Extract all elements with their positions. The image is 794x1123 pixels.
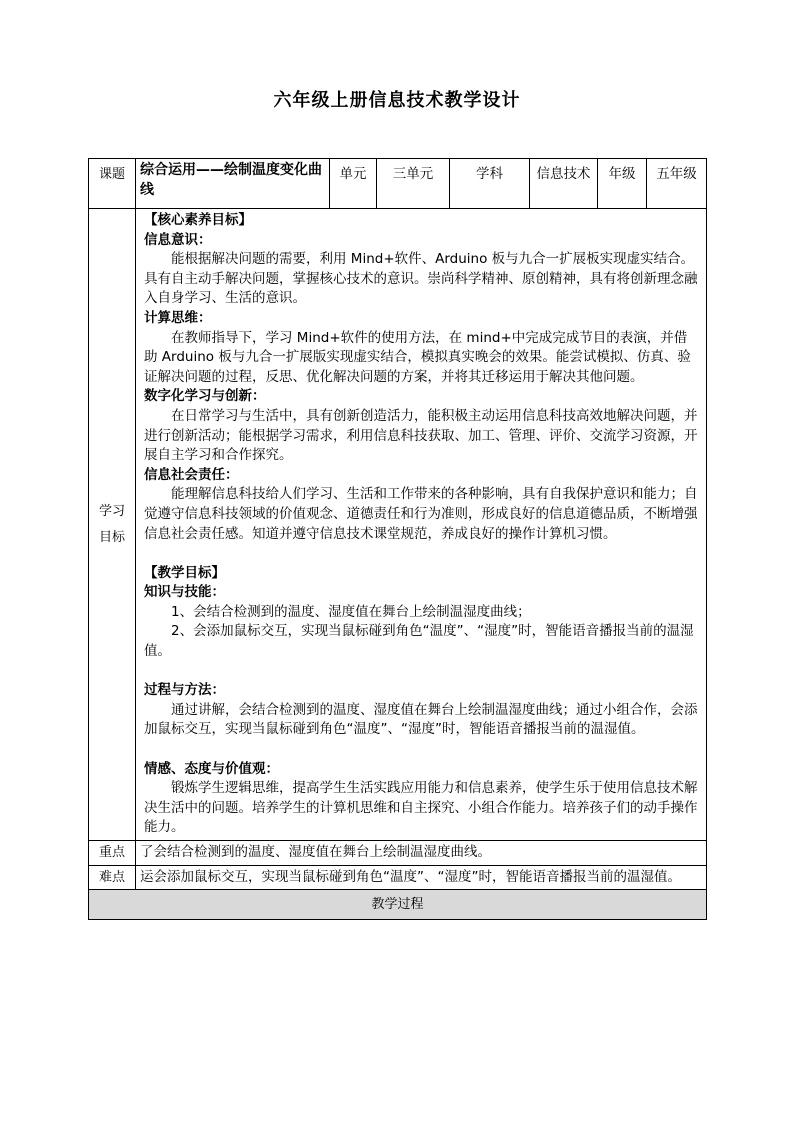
label-grade: 年级 (598, 159, 647, 209)
key-point-row (89, 841, 707, 866)
document-title: 六年级上册信息技术教学设计 (273, 90, 521, 111)
difficulty-text: 运会添加鼠标交互，实现当鼠标碰到角色“温度”、“湿度”时，智能语音播报当前的温湿值。 (136, 865, 707, 890)
subject-value: 信息技术 (530, 159, 598, 209)
teaching-process-row (89, 890, 707, 920)
spacer (144, 740, 700, 760)
key-point-text: 了会结合检测到的温度、湿度值在舞台上绘制温湿度曲线。 (136, 841, 707, 866)
teaching-process-label: 教学过程 (89, 890, 707, 920)
knowledge-item-1: 1、会结合检测到的温度、湿度值在舞台上绘制温湿度曲线； (171, 603, 531, 620)
grade-value: 五年级 (647, 159, 707, 209)
emotion-text: 锻炼学生逻辑思维，提高学生生活实践应用能力和信息素养，使学生乐于使用信息技术解决生活中的问题。培养学生的计算机思维和自主探究、小组合作能力。培养孩子们的动手操作能力。 (144, 780, 698, 836)
spacer (144, 544, 700, 564)
difficulty-row (89, 865, 707, 890)
process-heading: 过程与方法： (144, 682, 225, 699)
knowledge-heading: 知识与技能： (144, 584, 225, 601)
teaching-heading: 【教学目标】 (144, 564, 225, 581)
label-key-point: 重点 (89, 841, 136, 866)
social-heading: 信息社会责任： (144, 466, 239, 483)
label-objectives (89, 209, 136, 841)
lesson-plan-table (88, 158, 707, 920)
objectives-content (136, 209, 707, 841)
emotion-heading: 情感、态度与价值观： (144, 760, 279, 777)
label-unit: 单元 (330, 159, 377, 209)
info-awareness-text: 能根据解决问题的需要，利用 Mind+软件、Arduino 板与九合一扩展板实现虚实结合。具有自主动手解决问题，掌握核心技术的意识。崇尚科学精神、原创精神，具有将创新理念融入自身学习、生活的意识。 (144, 251, 698, 307)
label-subject: 学科 (450, 159, 530, 209)
header-row (89, 159, 707, 209)
digital-heading: 数字化学习与创新： (144, 388, 266, 405)
label-topic: 课题 (89, 159, 136, 209)
info-awareness-heading: 信息意识： (144, 231, 212, 248)
process-text: 通过讲解，会结合检测到的温度、湿度值在舞台上绘制温湿度曲线；通过小组合作，会添加鼠标交互，实现当鼠标碰到角色“温度”、“湿度”时，智能语音播报当前的温湿值。 (144, 701, 698, 738)
computational-heading: 计算思维： (144, 309, 212, 326)
computational-text: 在教师指导下，学习 Mind+软件的使用方法，在 mind+中完成完成节目的表演，并借助 Arduino 板与九合一扩展版实现虚实结合，模拟真实晚会的效果。能尝试模拟、仿真、验证解决问题的过程，反思、优化解决问题的方案，并将其迁移运用于解决其他问题。 (144, 329, 691, 385)
spacer (144, 662, 700, 682)
label-objectives-text: 学习目标 (98, 503, 125, 545)
knowledge-item-2: 2、会添加鼠标交互，实现当鼠标碰到角色“温度”、“湿度”时，智能语音播报当前的温湿值。 (144, 623, 694, 660)
label-difficulty: 难点 (89, 865, 136, 890)
topic-value: 综合运用——绘制温度变化曲线 (136, 159, 330, 209)
social-text: 能理解信息科技给人们学习、生活和工作带来的各种影响，具有自我保护意识和能力；自觉遵守信息科技领域的价值观念、道德责任和行为准则，形成良好的信息道德品质，不断增强信息社会责任感。知道并遵守信息技术课堂规范，养成良好的操作计算机习惯。 (144, 486, 698, 542)
core-heading: 【核心素养目标】 (144, 212, 252, 228)
objectives-row (89, 209, 707, 841)
unit-value: 三单元 (377, 159, 450, 209)
digital-text: 在日常学习与生活中，具有创新创造活力，能积极主动运用信息科技高效地解决问题，并进行创新活动；能根据学习需求，利用信息科技获取、加工、管理、评价、交流学习资源，开展自主学习和合作探究。 (144, 407, 698, 464)
